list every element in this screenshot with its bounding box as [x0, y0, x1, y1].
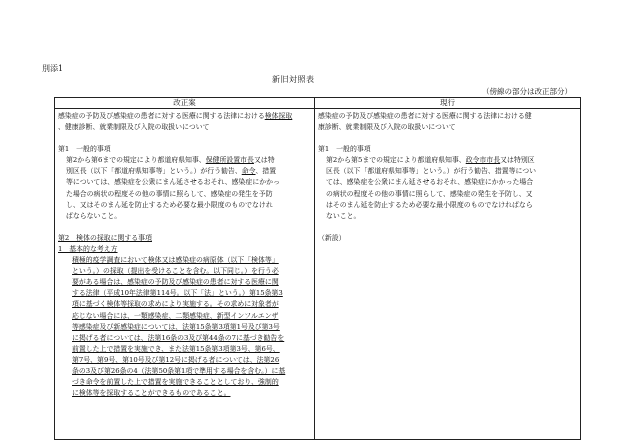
revised-sec2-heading: 第2 検体の採取に関する事項 [58, 233, 152, 242]
document-title: 新旧対照表 [272, 75, 315, 84]
revised-sec1-body: 第2から第6までの規定により都道府県知事、保健所設置市長又は特 別区長（以下「都道府県知事等」という。）が行う勧告、命令、措置 等については、感染症を公衆にまん延させるおそれ、感染症にかかっ た場合の病状の程度その他の事情に照らして、感染症の発生を予防 し、又はそのまん延を防止するため必要な最小限度のものでなけれ ばならないこと。 [66, 156, 280, 220]
revised-sec1-heading: 第1 一般的事項 [58, 145, 111, 154]
attachment-label: 別添1 [42, 64, 64, 73]
revised-doc-title: 感染症の予防及び感染症の患者に対する医療に関する法律における検体採取 、健康診断、就業制限及び入院の取扱いについて [58, 112, 293, 132]
current-doc-title: 感染症の予防及び感染症の患者に対する医療に関する法律における健 康診断、就業制限及び入院の取扱いについて [318, 112, 532, 132]
header-revised: 改正案 [55, 98, 315, 109]
current-sec1-body: 第2から第5までの規定により都道府県知事、政令市市長又は特別区 区長（以下「都道府県知事等」という。）が行う勧告、措置等につい ては、感染症を公衆にまん延させるおそれ、感染症にかかった場合 の病状の程度その他の事情に照らして、感染症の発生を予防し、又 はそのまん延を防止するため必要な最小限度のものでなければなら ないこと。 [326, 156, 537, 220]
table-header-row [55, 98, 581, 109]
revised-sec2-body: 積極的疫学調査において検体又は感染症の病原体（以下「検体等」 という。）の採取（提出を受けることを含む。以下同じ。）を行う必 要がある場合は、感染症の予防及び感染症の患者に対する医療に関 する法律（平成10年法律第114号。以下「法」という。）第15条第3 項に基づく検体等採取の求めにより実施する。その求めに対象者が 応じない場合には、一類感染症、二類感染症、新型インフルエンザ 等感染症及び新感染症については、法第15条第3項第1号及び第3号 に掲げる者については、法第16条の3及び第44条の7に基づき勧告を 前置した上で措置を実施でき、また法第15条第3項第3号、第6号、 第7号、第9号、第10号及び第12号に掲げる者については、法第26 条の3及び第26条の4（法第50条第1項で準用する場合を含む。）に基 づき命令を前置した上で措置を実施できることとしており、強制的 に検体等を採取することができるものであること。 [72, 256, 286, 398]
current-sec1-heading: 第1 一般的事項 [318, 145, 371, 154]
current-new-label: （新設） [318, 233, 346, 242]
table-body-row [55, 109, 581, 440]
header-current: 現行 [315, 98, 581, 109]
revised-cell [55, 109, 315, 440]
revised-sec2-subheading: 1 基本的な考え方 [58, 244, 118, 253]
current-cell [315, 109, 581, 440]
underline-note: （傍線の部分は改正部分） [482, 87, 572, 96]
comparison-table [54, 97, 581, 440]
